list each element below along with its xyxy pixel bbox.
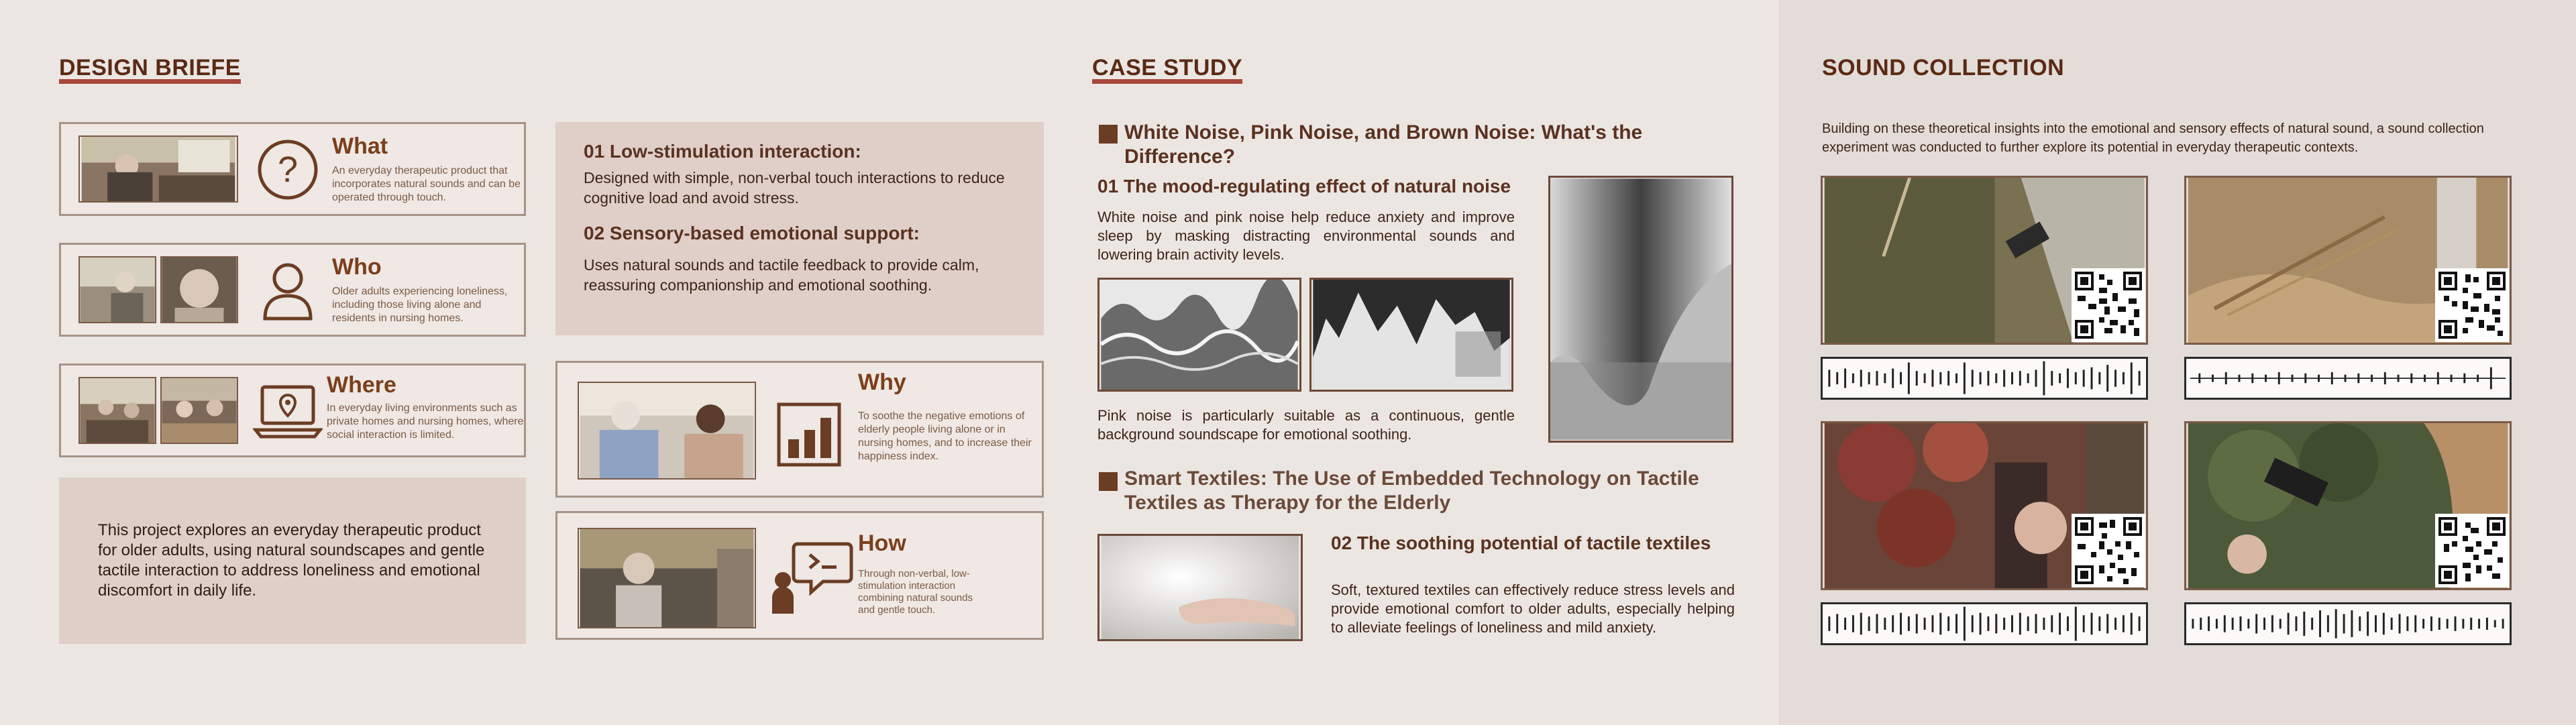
waveform-4[interactable] <box>2184 602 2512 645</box>
where-photo-1 <box>78 377 156 444</box>
case-study-title-text: CASE STUDY <box>1092 55 1243 80</box>
sound-collection-title <box>1822 55 2064 81</box>
qr-code-icon[interactable] <box>2072 514 2145 588</box>
waveform-1[interactable] <box>1821 357 2148 400</box>
heading-1-bullet <box>1099 125 1118 144</box>
principle-2-text: Uses natural sounds and tactile feedback to provide calm, reassuring companionship and emotional soothing. <box>584 256 979 294</box>
textile-image <box>1097 534 1303 641</box>
where-heading: Where <box>327 372 396 398</box>
where-description: In everyday living environments such as private homes and nursing homes, where social interaction is limited. <box>327 402 524 441</box>
case-text-1: White noise and pink noise help reduce anxiety and improve sleep by masking distracting environmental sounds and lowering brain activity levels. <box>1097 209 1515 263</box>
intro-text: This project explores an everyday therapeutic product for older adults, using natural soundscapes and gentle tactile interaction to address loneliness and emotional discomfort in daily life. <box>98 521 485 600</box>
where-photo-2 <box>160 377 238 444</box>
who-description: Older adults experiencing loneliness, including those living alone and residents in nursing homes. <box>332 286 508 324</box>
why-heading: Why <box>858 370 906 395</box>
who-photo-2 <box>160 256 238 323</box>
how-photo <box>578 528 756 628</box>
case-heading-2: Smart Textiles: The Use of Embedded Technology on Tactile Textiles as Therapy for the Elderly <box>1124 467 1699 514</box>
qr-code-icon[interactable] <box>2435 268 2509 342</box>
principles-box <box>555 122 1044 335</box>
where-card <box>59 364 526 457</box>
qr-code-icon[interactable] <box>2435 514 2509 588</box>
who-heading: Who <box>332 254 382 280</box>
principle-1-heading: 01 Low-stimulation interaction: <box>584 141 861 162</box>
person-icon <box>256 257 320 324</box>
design-brief-title <box>59 55 241 81</box>
case-text-2: Pink noise is particularly suitable as a continuous, gentle background soundscape for emotional soothing. <box>1097 407 1515 443</box>
waveform-2[interactable] <box>2184 357 2512 400</box>
principle-2-heading: 02 Sensory-based emotional support: <box>584 223 920 243</box>
case-study-title <box>1092 55 1242 81</box>
how-description: Through non-verbal, low-stimulation interaction combining natural sounds and gentle touch. <box>858 568 973 616</box>
why-description: To soothe the negative emotions of elderly people living alone or in nursing homes, and to increase their happiness index. <box>858 410 1032 462</box>
how-card <box>555 511 1044 640</box>
qr-code-icon[interactable] <box>2072 268 2145 342</box>
sound-collection-intro: Building on these theoretical insights into the emotional and sensory effects of natural sound, a sound collection experiment was conducted to further explore its potential in everyday therapeutic contexts. <box>1822 121 2484 155</box>
question-icon <box>256 137 320 202</box>
what-card <box>59 122 526 216</box>
noise-image-2 <box>1309 278 1513 392</box>
case-heading-1: White Noise, Pink Noise, and Brown Noise: What's the Difference? <box>1124 121 1643 168</box>
svg-text:?: ? <box>277 150 299 190</box>
sound-collection-title-text: SOUND COLLECTION <box>1822 55 2065 80</box>
person-chat-icon <box>769 540 854 615</box>
waveform-3[interactable] <box>1821 602 2148 645</box>
who-photo-1 <box>78 256 156 323</box>
what-photo <box>78 135 238 203</box>
why-card <box>555 361 1044 498</box>
case-text-3: Soft, textured textiles can effectively reduce stress levels and provide emotional comfort to older adults, especially helping to alleviate feelings of loneliness and mild anxiety. <box>1331 581 1735 636</box>
what-description: An everyday therapeutic product that incorporates natural sounds and can be operated through touch. <box>332 165 521 203</box>
case-sub-2: 02 The soothing potential of tactile textiles <box>1331 533 1711 553</box>
case-sub-1: 01 The mood-regulating effect of natural noise <box>1097 176 1511 197</box>
design-brief-title-text: DESIGN BRIEFE <box>59 55 241 80</box>
why-photo <box>578 382 756 480</box>
who-card <box>59 243 526 337</box>
how-heading: How <box>858 531 906 556</box>
laptop-location-icon <box>253 380 323 442</box>
noise-image-1 <box>1097 278 1301 392</box>
spectrogram-image <box>1548 176 1733 443</box>
heading-2-bullet <box>1099 472 1118 491</box>
principle-1-text: Designed with simple, non-verbal touch interactions to reduce cognitive load and avoid stress. <box>584 169 1005 207</box>
what-heading: What <box>332 133 388 159</box>
bar-chart-icon <box>776 402 842 467</box>
intro-box <box>59 478 526 644</box>
